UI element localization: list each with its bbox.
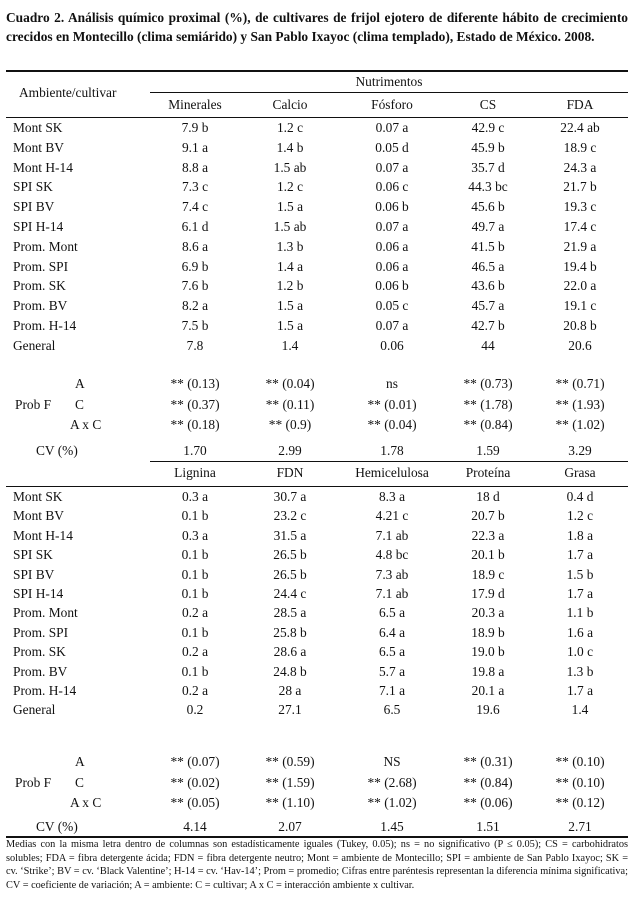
table-cell: 1.4 b bbox=[276, 139, 304, 155]
table-cell: 7.4 c bbox=[181, 199, 209, 215]
table-cell: 6.4 a bbox=[378, 624, 406, 640]
table-cell: 22.4 ab bbox=[560, 120, 600, 135]
table-cell: 19.4 b bbox=[563, 258, 597, 274]
nutrients-group-header: Nutrimentos bbox=[355, 74, 423, 89]
row-label: Mont BV bbox=[13, 139, 64, 155]
table-cell: 1.3 b bbox=[566, 663, 594, 679]
table-cell: 17.9 d bbox=[471, 586, 505, 601]
table-cell: 0.06 a bbox=[375, 238, 409, 254]
row-label: General bbox=[13, 702, 56, 718]
table-cell: 22.0 a bbox=[563, 278, 597, 294]
table-cell: 7.1 ab bbox=[375, 586, 409, 601]
table-cell: 18 d bbox=[476, 489, 500, 504]
row-label: General bbox=[13, 337, 56, 353]
table-cell: 1.5 ab bbox=[273, 159, 307, 175]
cv-cell: 2.99 bbox=[278, 443, 302, 458]
section-header-rule bbox=[6, 486, 628, 487]
table-cell: 28.5 a bbox=[273, 605, 307, 621]
prob-cell: ** (0.84) bbox=[463, 774, 513, 790]
table-cell: 0.1 b bbox=[181, 663, 209, 679]
table-cell: 20.3 a bbox=[471, 605, 505, 621]
prob-cell: ** (0.02) bbox=[170, 774, 220, 790]
table-cell: 6.5 bbox=[383, 702, 401, 718]
table-cell: 8.3 a bbox=[378, 489, 406, 504]
cv-label: CV (%) bbox=[36, 443, 78, 458]
column-header-f-sforo: Fósforo bbox=[371, 97, 413, 112]
prob-cell: ** (0.11) bbox=[265, 396, 315, 412]
prob-cell: ** (0.10) bbox=[555, 774, 605, 790]
table-cell: 0.06 b bbox=[375, 199, 409, 215]
table-cell: 6.9 b bbox=[181, 258, 209, 274]
table-cell: 19.0 b bbox=[471, 644, 505, 660]
table-cell: 0.06 a bbox=[375, 258, 409, 274]
table-cell: 7.3 ab bbox=[375, 566, 409, 582]
row-label: Prom. SPI bbox=[13, 258, 69, 274]
prob-cell: ** (0.04) bbox=[265, 376, 315, 391]
table-cell: 1.5 b bbox=[566, 566, 594, 582]
table-cell: 1.2 b bbox=[276, 278, 304, 294]
table-cell: 1.2 c bbox=[276, 120, 304, 135]
row-label: Prom. BV bbox=[13, 663, 68, 679]
table-cell: 8.6 a bbox=[181, 238, 209, 254]
prob-cell: ** (0.07) bbox=[170, 754, 220, 769]
table-cell: 1.2 c bbox=[566, 508, 594, 524]
prob-cell: ** (2.68) bbox=[367, 774, 417, 790]
table-cell: 7.1 a bbox=[378, 683, 406, 698]
cv-cell: 4.14 bbox=[183, 819, 207, 834]
row-label: Mont H-14 bbox=[13, 527, 73, 543]
prob-source-label: C bbox=[75, 396, 84, 412]
table-cell: 1.5 ab bbox=[273, 219, 307, 234]
prob-cell: ** (1.93) bbox=[555, 396, 605, 412]
table-cell: 1.4 bbox=[281, 337, 299, 353]
table-cell: 1.3 b bbox=[276, 238, 304, 254]
prob-cell: ** (0.05) bbox=[170, 795, 220, 810]
prob-cell: ** (0.12) bbox=[555, 795, 605, 810]
row-label: Prom. SPI bbox=[13, 624, 69, 640]
table-cell: 23.2 c bbox=[273, 508, 307, 524]
table-cell: 24.8 b bbox=[273, 663, 307, 679]
table-cell: 21.7 b bbox=[563, 179, 597, 195]
table-cell: 1.1 b bbox=[566, 605, 594, 621]
column-header-lignina: Lignina bbox=[174, 465, 216, 480]
table-cell: 45.9 b bbox=[471, 139, 505, 155]
table-cell: 35.7 d bbox=[471, 159, 505, 175]
table-cell: 20.7 b bbox=[471, 508, 505, 524]
table-cell: 7.6 b bbox=[181, 278, 209, 294]
table-cell: 0.05 d bbox=[375, 139, 409, 155]
table-cell: 1.7 a bbox=[566, 547, 594, 563]
table-cell: 45.7 a bbox=[471, 298, 505, 314]
prob-cell: ** (0.59) bbox=[265, 754, 315, 769]
table-cell: 28.6 a bbox=[273, 644, 307, 660]
row-label: SPI SK bbox=[13, 547, 53, 563]
table-cell: 0.2 a bbox=[181, 605, 209, 621]
cv-label: CV (%) bbox=[36, 819, 78, 834]
table-cell: 21.9 a bbox=[563, 238, 597, 254]
row-label: Mont H-14 bbox=[13, 159, 73, 175]
table-cell: 44.3 bc bbox=[468, 179, 508, 195]
table-cell: 7.8 bbox=[186, 337, 204, 353]
table-cell: 0.1 b bbox=[181, 624, 209, 640]
column-header-calcio: Calcio bbox=[272, 97, 308, 112]
cv-cell: 1.78 bbox=[380, 443, 404, 458]
table-cell: 0.1 b bbox=[181, 547, 209, 563]
prob-cell: ** (0.18) bbox=[170, 417, 220, 432]
row-label: Mont SK bbox=[13, 489, 63, 504]
table-cell: 0.07 a bbox=[375, 219, 409, 234]
prob-source-label: A x C bbox=[70, 795, 102, 810]
row-label: SPI H-14 bbox=[13, 586, 64, 601]
table-cell: 8.8 a bbox=[181, 159, 209, 175]
table-cell: 1.5 a bbox=[276, 298, 304, 314]
row-label: SPI BV bbox=[13, 566, 55, 582]
column-header-grasa: Grasa bbox=[564, 465, 596, 480]
table-cell: 43.6 b bbox=[471, 278, 505, 294]
table-cell: 18.9 b bbox=[471, 624, 505, 640]
prob-cell: NS bbox=[383, 754, 401, 769]
table-cell: 19.8 a bbox=[471, 663, 505, 679]
table-cell: 49.7 a bbox=[471, 219, 505, 234]
prob-cell: ** (1.02) bbox=[367, 795, 417, 810]
table-cell: 5.7 a bbox=[378, 663, 406, 679]
row-label: Prom. SK bbox=[13, 644, 66, 660]
table-cell: 0.05 c bbox=[375, 298, 409, 314]
table-cell: 44 bbox=[481, 337, 495, 353]
table-cell: 7.1 ab bbox=[375, 527, 409, 543]
table-cell: 7.9 b bbox=[181, 120, 209, 135]
table-cell: 4.8 bc bbox=[375, 547, 409, 563]
table-cell: 1.2 c bbox=[276, 179, 304, 195]
column-header-hemicelulosa: Hemicelulosa bbox=[355, 465, 429, 480]
table-cell: 0.3 a bbox=[181, 489, 209, 504]
prob-cell: ** (1.78) bbox=[463, 396, 513, 412]
table-cell: 6.5 a bbox=[378, 644, 406, 660]
table-cell: 17.4 c bbox=[563, 219, 597, 234]
prob-cell: ** (0.71) bbox=[555, 376, 605, 391]
table-cell: 0.1 b bbox=[181, 586, 209, 601]
table-cell: 1.4 a bbox=[276, 258, 304, 274]
table-cell: 0.4 d bbox=[566, 489, 594, 504]
prob-cell: ** (0.73) bbox=[463, 376, 513, 391]
row-header-label: Ambiente/cultivar bbox=[19, 85, 117, 100]
table-cell: 7.3 c bbox=[181, 179, 209, 195]
table-cell: 0.2 bbox=[186, 702, 204, 718]
table-cell: 0.06 bbox=[380, 337, 404, 353]
prob-cell: ** (1.10) bbox=[265, 795, 315, 810]
table-cell: 0.2 a bbox=[181, 683, 209, 698]
table-cell: 0.06 c bbox=[375, 179, 409, 195]
table-cell: 18.9 c bbox=[563, 139, 597, 155]
table-cell: 1.7 a bbox=[566, 683, 594, 698]
table-cell: 19.3 c bbox=[563, 199, 597, 215]
cv-cell: 1.45 bbox=[380, 819, 404, 834]
prob-cell: ** (0.9) bbox=[268, 417, 312, 432]
table-cell: 1.8 a bbox=[566, 527, 594, 543]
table-cell: 19.1 c bbox=[563, 298, 597, 314]
table-cell: 24.4 c bbox=[273, 586, 307, 601]
cv-cell: 1.59 bbox=[476, 443, 500, 458]
column-header-cs: CS bbox=[479, 97, 497, 112]
prob-cell: ** (0.84) bbox=[463, 417, 513, 432]
table-cell: 45.6 b bbox=[471, 199, 505, 215]
cv-cell: 2.07 bbox=[278, 819, 302, 834]
table-cell: 20.1 a bbox=[471, 683, 505, 698]
column-header-minerales: Minerales bbox=[168, 97, 222, 112]
table-cell: 42.7 b bbox=[471, 318, 505, 333]
prob-cell: ** (0.31) bbox=[463, 754, 513, 769]
table-cell: 1.5 a bbox=[276, 318, 304, 333]
table-cell: 20.1 b bbox=[471, 547, 505, 563]
cv-cell: 1.70 bbox=[183, 443, 207, 458]
table-cell: 20.8 b bbox=[563, 318, 597, 333]
lower-columns-rule bbox=[150, 461, 628, 462]
prob-f-label: Prob F bbox=[15, 774, 52, 790]
table-cell: 18.9 c bbox=[471, 566, 505, 582]
table-cell: 20.6 bbox=[568, 337, 592, 353]
row-label: Mont BV bbox=[13, 508, 64, 524]
cv-cell: 3.29 bbox=[568, 443, 592, 458]
prob-f-label: Prob F bbox=[15, 396, 52, 412]
prob-source-label: A bbox=[75, 376, 85, 391]
row-label: Prom. H-14 bbox=[13, 318, 77, 333]
table-cell: 0.1 b bbox=[181, 566, 209, 582]
table-cell: 24.3 a bbox=[563, 159, 597, 175]
row-label: Prom. Mont bbox=[13, 605, 78, 621]
table-cell: 41.5 b bbox=[471, 238, 505, 254]
cv-cell: 1.51 bbox=[476, 819, 500, 834]
section-header-rule bbox=[6, 117, 628, 118]
prob-source-label: A bbox=[75, 754, 85, 769]
table-cell: 0.2 a bbox=[181, 644, 209, 660]
table-cell: 1.6 a bbox=[566, 624, 594, 640]
prob-cell: ** (0.06) bbox=[463, 795, 513, 810]
table-cell: 26.5 b bbox=[273, 566, 307, 582]
row-label: Prom. H-14 bbox=[13, 683, 77, 698]
table-cell: 4.21 c bbox=[375, 508, 409, 524]
column-header-fda: FDA bbox=[566, 97, 594, 112]
row-label: SPI BV bbox=[13, 199, 55, 215]
prob-cell: ** (0.37) bbox=[170, 396, 220, 412]
table-cell: 22.3 a bbox=[471, 527, 505, 543]
table-cell: 6.1 d bbox=[181, 219, 209, 234]
table-cell: 1.0 c bbox=[566, 644, 594, 660]
prob-cell: ** (0.04) bbox=[367, 417, 417, 432]
table-footnote: Medias con la misma letra dentro de columnas son estadísticamente iguales (Tukey, 0.05); ns = no significativo (P ≤ 0.05); CS = carbohidratos solubles; FDA = fibra detergente ácida; FDN = fibra detergente neutro; Mont = ambiente de Montecillo; SPI = ambiente de San Pablo Ixayoc; SK = cv. ‘Strike’; BV = cv. ‘Black Valentine’; H-14 = cv. ‘Hav-14’; Prom = promedio; Cifras entre paréntesis representan la diferencia mínima significativa; CV = coeficiente de variación; A = ambiente: C = cultivar; A x C = interacción ambiente x cultivar. bbox=[6, 839, 628, 891]
table-cell: 0.07 a bbox=[375, 120, 409, 135]
table-cell: 0.3 a bbox=[181, 527, 209, 543]
table-cell: 30.7 a bbox=[273, 489, 307, 504]
row-label: SPI SK bbox=[13, 179, 53, 195]
table-cell: 26.5 b bbox=[273, 547, 307, 563]
table-cell: 0.1 b bbox=[181, 508, 209, 524]
group-header-rule bbox=[150, 92, 628, 93]
table-cell: 0.06 b bbox=[375, 278, 409, 294]
table-cell: 27.1 bbox=[278, 702, 302, 718]
table-cell: 0.07 a bbox=[375, 318, 409, 333]
table-cell: 6.5 a bbox=[378, 605, 406, 621]
prob-source-label: A x C bbox=[70, 417, 102, 432]
column-header-fdn: FDN bbox=[276, 465, 304, 480]
prob-source-label: C bbox=[75, 774, 84, 790]
cv-cell: 2.71 bbox=[568, 819, 592, 834]
row-label: SPI H-14 bbox=[13, 219, 64, 234]
table-cell: 1.5 a bbox=[276, 199, 304, 215]
table-cell: 28 a bbox=[278, 683, 302, 698]
table-cell: 31.5 a bbox=[273, 527, 307, 543]
table-cell: 7.5 b bbox=[181, 318, 209, 333]
prob-cell: ** (1.59) bbox=[265, 774, 315, 790]
prob-cell: ns bbox=[386, 376, 398, 391]
table-caption: Cuadro 2. Análisis químico proximal (%), de cultivares de frijol ejotero de diferente hábito de crecimiento crecidos en Montecillo (clima semiárido) y San Pablo Ixayoc (clima templado), Estado de México. 2008. bbox=[6, 10, 628, 44]
top-rule bbox=[6, 70, 628, 72]
table-cell: 42.9 c bbox=[471, 120, 505, 135]
table-cell: 25.8 b bbox=[273, 624, 307, 640]
table-cell: 8.2 a bbox=[181, 298, 209, 314]
table-cell: 46.5 a bbox=[471, 258, 505, 274]
table-cell: 19.6 bbox=[476, 702, 500, 718]
table-cell: 1.7 a bbox=[566, 586, 594, 601]
row-label: Prom. SK bbox=[13, 278, 66, 294]
row-label: Mont SK bbox=[13, 120, 63, 135]
table-cell: 1.4 bbox=[571, 702, 589, 718]
prob-cell: ** (0.13) bbox=[170, 376, 220, 391]
row-label: Prom. BV bbox=[13, 298, 68, 314]
row-label: Prom. Mont bbox=[13, 238, 78, 254]
table-cell: 9.1 a bbox=[181, 139, 209, 155]
column-header-prote-na: Proteína bbox=[465, 465, 511, 480]
prob-cell: ** (1.02) bbox=[555, 417, 605, 432]
prob-cell: ** (0.10) bbox=[555, 754, 605, 769]
prob-cell: ** (0.01) bbox=[367, 396, 417, 412]
table-cell: 0.07 a bbox=[375, 159, 409, 175]
